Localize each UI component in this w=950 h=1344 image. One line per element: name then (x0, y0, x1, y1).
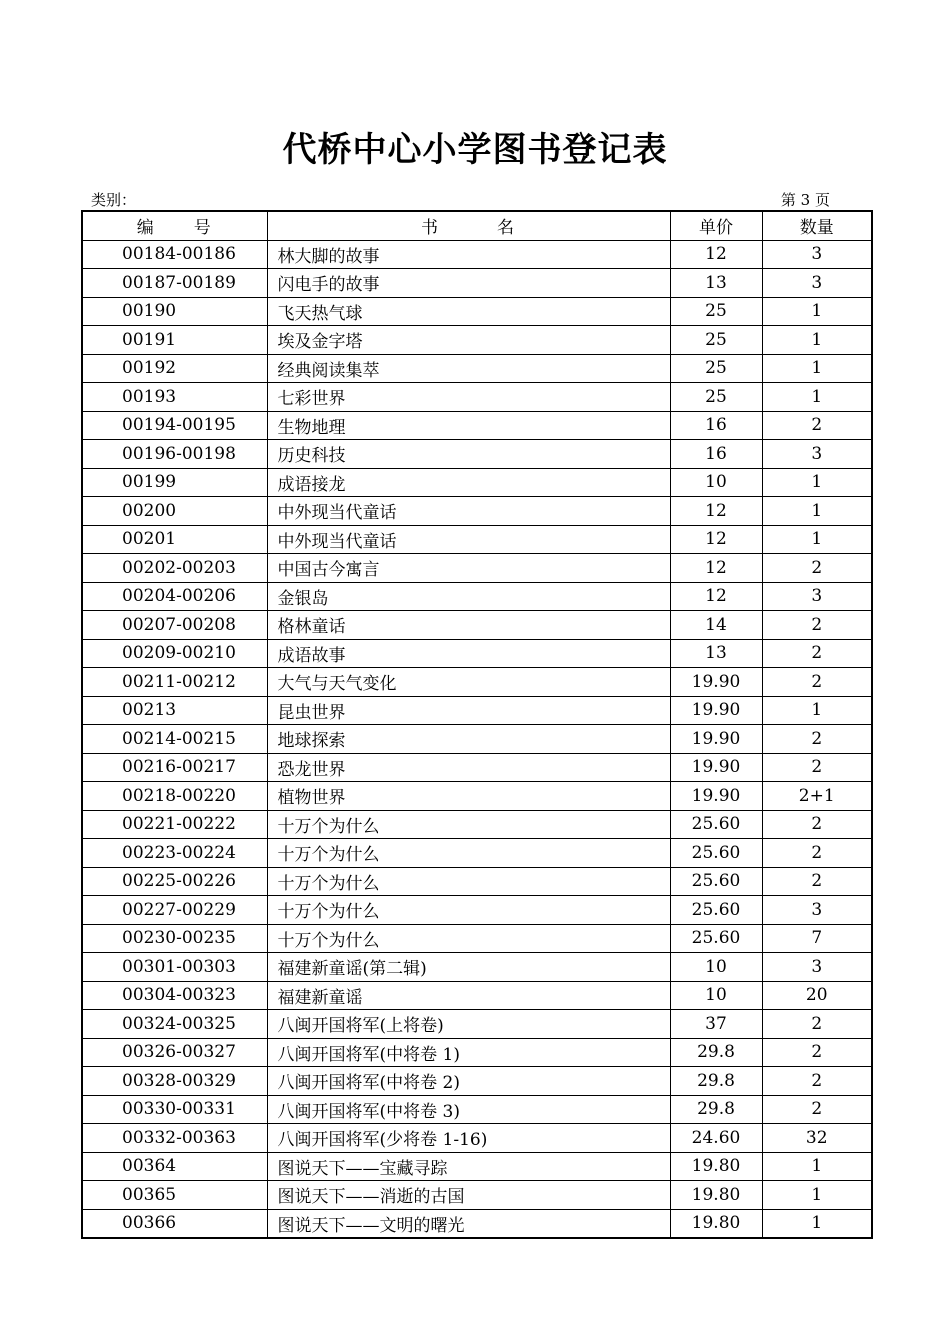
header-id: 编 号 (82, 211, 267, 240)
cell-quantity: 3 (762, 582, 872, 611)
book-register-table (81, 210, 873, 1239)
table-row (82, 696, 872, 725)
cell-quantity: 2 (762, 867, 872, 896)
table-body (82, 240, 872, 1238)
cell-book-id: 00204-00206 (82, 582, 267, 611)
cell-quantity: 2 (762, 1038, 872, 1067)
cell-book-id: 00213 (82, 696, 267, 725)
cell-book-id: 00216-00217 (82, 753, 267, 782)
cell-price: 13 (670, 639, 762, 668)
cell-quantity: 7 (762, 924, 872, 953)
table-row (82, 981, 872, 1010)
cell-price: 12 (670, 554, 762, 583)
header-quantity: 数量 (762, 211, 872, 240)
cell-quantity: 1 (762, 497, 872, 526)
cell-quantity: 1 (762, 525, 872, 554)
table-row (82, 1181, 872, 1210)
cell-book-id: 00223-00224 (82, 839, 267, 868)
cell-price: 19.80 (670, 1152, 762, 1181)
cell-book-title: 十万个为什么 (267, 810, 670, 839)
table-row (82, 269, 872, 298)
cell-price: 25 (670, 297, 762, 326)
cell-quantity: 2 (762, 1010, 872, 1039)
cell-book-id: 00230-00235 (82, 924, 267, 953)
cell-book-title: 福建新童谣 (267, 981, 670, 1010)
page-number: 第 3 页 (780, 191, 830, 209)
cell-book-id: 00326-00327 (82, 1038, 267, 1067)
cell-book-title: 闪电手的故事 (267, 269, 670, 298)
cell-book-title: 图说天下——宝藏寻踪 (267, 1152, 670, 1181)
table-row (82, 639, 872, 668)
cell-book-title: 恐龙世界 (267, 753, 670, 782)
cell-price: 25.60 (670, 896, 762, 925)
cell-book-title: 植物世界 (267, 782, 670, 811)
cell-book-title: 格林童话 (267, 611, 670, 640)
cell-price: 25 (670, 383, 762, 412)
table-row (82, 896, 872, 925)
cell-price: 19.90 (670, 668, 762, 697)
cell-book-id: 00328-00329 (82, 1067, 267, 1096)
cell-price: 29.8 (670, 1067, 762, 1096)
table-row (82, 525, 872, 554)
cell-quantity: 3 (762, 269, 872, 298)
table-row (82, 1095, 872, 1124)
cell-price: 19.90 (670, 725, 762, 754)
cell-quantity: 3 (762, 440, 872, 469)
table-row (82, 297, 872, 326)
table-row (82, 468, 872, 497)
cell-quantity: 1 (762, 1209, 872, 1238)
cell-quantity: 1 (762, 1181, 872, 1210)
cell-quantity: 2+1 (762, 782, 872, 811)
cell-price: 12 (670, 582, 762, 611)
category-label: 类别： (91, 191, 137, 209)
cell-book-title: 八闽开国将军(少将卷 1-16) (267, 1124, 670, 1153)
cell-book-id: 00221-00222 (82, 810, 267, 839)
table-row (82, 1152, 872, 1181)
cell-book-title: 十万个为什么 (267, 867, 670, 896)
cell-book-title: 图说天下——文明的曙光 (267, 1209, 670, 1238)
cell-price: 12 (670, 525, 762, 554)
cell-book-id: 00187-00189 (82, 269, 267, 298)
cell-book-title: 八闽开国将军(中将卷 3) (267, 1095, 670, 1124)
table-row (82, 611, 872, 640)
cell-book-id: 00191 (82, 326, 267, 355)
table-row (82, 1124, 872, 1153)
cell-price: 37 (670, 1010, 762, 1039)
table-row (82, 440, 872, 469)
cell-book-title: 八闽开国将军(中将卷 2) (267, 1067, 670, 1096)
cell-book-title: 十万个为什么 (267, 839, 670, 868)
table-row (82, 354, 872, 383)
cell-quantity: 2 (762, 611, 872, 640)
cell-quantity: 1 (762, 297, 872, 326)
cell-book-title: 历史科技 (267, 440, 670, 469)
cell-price: 25.60 (670, 924, 762, 953)
cell-book-id: 00225-00226 (82, 867, 267, 896)
table-row (82, 753, 872, 782)
cell-price: 12 (670, 240, 762, 269)
cell-quantity: 2 (762, 753, 872, 782)
cell-price: 19.80 (670, 1181, 762, 1210)
table-row (82, 668, 872, 697)
cell-price: 19.80 (670, 1209, 762, 1238)
cell-book-title: 十万个为什么 (267, 896, 670, 925)
cell-quantity: 1 (762, 1152, 872, 1181)
table-row (82, 497, 872, 526)
cell-book-id: 00201 (82, 525, 267, 554)
cell-book-id: 00211-00212 (82, 668, 267, 697)
table-row (82, 924, 872, 953)
cell-price: 25 (670, 326, 762, 355)
cell-book-title: 成语故事 (267, 639, 670, 668)
cell-book-id: 00366 (82, 1209, 267, 1238)
cell-book-title: 中外现当代童话 (267, 497, 670, 526)
table-row (82, 554, 872, 583)
cell-quantity: 2 (762, 668, 872, 697)
cell-price: 13 (670, 269, 762, 298)
cell-price: 25 (670, 354, 762, 383)
cell-price: 25.60 (670, 867, 762, 896)
cell-book-id: 00324-00325 (82, 1010, 267, 1039)
cell-book-title: 图说天下——消逝的古国 (267, 1181, 670, 1210)
table-row (82, 1067, 872, 1096)
table-row (82, 582, 872, 611)
cell-price: 14 (670, 611, 762, 640)
cell-price: 29.8 (670, 1095, 762, 1124)
table-row (82, 810, 872, 839)
cell-book-title: 福建新童谣(第二辑) (267, 953, 670, 982)
cell-quantity: 1 (762, 326, 872, 355)
cell-book-title: 八闽开国将军(中将卷 1) (267, 1038, 670, 1067)
cell-price: 10 (670, 953, 762, 982)
cell-book-title: 昆虫世界 (267, 696, 670, 725)
table-row (82, 1209, 872, 1238)
cell-book-id: 00207-00208 (82, 611, 267, 640)
table-header-row (82, 211, 872, 240)
cell-quantity: 2 (762, 639, 872, 668)
cell-quantity: 32 (762, 1124, 872, 1153)
cell-book-title: 经典阅读集萃 (267, 354, 670, 383)
header-price: 单价 (670, 211, 762, 240)
cell-book-id: 00214-00215 (82, 725, 267, 754)
table-row (82, 953, 872, 982)
cell-book-title: 埃及金字塔 (267, 326, 670, 355)
cell-quantity: 2 (762, 411, 872, 440)
cell-book-id: 00200 (82, 497, 267, 526)
cell-book-id: 00365 (82, 1181, 267, 1210)
cell-book-id: 00190 (82, 297, 267, 326)
table-row (82, 383, 872, 412)
cell-book-id: 00193 (82, 383, 267, 412)
cell-book-id: 00202-00203 (82, 554, 267, 583)
table-row (82, 1010, 872, 1039)
cell-price: 24.60 (670, 1124, 762, 1153)
table-row (82, 411, 872, 440)
cell-book-id: 00301-00303 (82, 953, 267, 982)
cell-price: 19.90 (670, 782, 762, 811)
cell-price: 16 (670, 440, 762, 469)
cell-price: 19.90 (670, 696, 762, 725)
cell-book-id: 00194-00195 (82, 411, 267, 440)
cell-quantity: 3 (762, 896, 872, 925)
cell-book-id: 00330-00331 (82, 1095, 267, 1124)
table-row (82, 240, 872, 269)
cell-price: 25.60 (670, 839, 762, 868)
cell-quantity: 2 (762, 839, 872, 868)
cell-quantity: 2 (762, 725, 872, 754)
table-row (82, 326, 872, 355)
cell-book-title: 飞天热气球 (267, 297, 670, 326)
table-row (82, 782, 872, 811)
cell-book-id: 00209-00210 (82, 639, 267, 668)
cell-book-id: 00199 (82, 468, 267, 497)
cell-book-title: 中国古今寓言 (267, 554, 670, 583)
cell-price: 16 (670, 411, 762, 440)
cell-book-title: 成语接龙 (267, 468, 670, 497)
cell-book-id: 00304-00323 (82, 981, 267, 1010)
cell-book-id: 00192 (82, 354, 267, 383)
cell-quantity: 3 (762, 240, 872, 269)
cell-book-id: 00364 (82, 1152, 267, 1181)
cell-book-title: 中外现当代童话 (267, 525, 670, 554)
table-row (82, 867, 872, 896)
cell-quantity: 2 (762, 1095, 872, 1124)
cell-book-id: 00227-00229 (82, 896, 267, 925)
cell-price: 12 (670, 497, 762, 526)
cell-quantity: 1 (762, 696, 872, 725)
cell-price: 19.90 (670, 753, 762, 782)
cell-book-title: 地球探索 (267, 725, 670, 754)
cell-book-title: 生物地理 (267, 411, 670, 440)
cell-price: 10 (670, 981, 762, 1010)
cell-quantity: 3 (762, 953, 872, 982)
cell-book-title: 林大脚的故事 (267, 240, 670, 269)
cell-quantity: 1 (762, 354, 872, 383)
cell-price: 29.8 (670, 1038, 762, 1067)
cell-quantity: 20 (762, 981, 872, 1010)
cell-price: 25.60 (670, 810, 762, 839)
cell-quantity: 1 (762, 383, 872, 412)
cell-book-id: 00332-00363 (82, 1124, 267, 1153)
cell-quantity: 2 (762, 554, 872, 583)
cell-quantity: 2 (762, 1067, 872, 1096)
cell-book-title: 七彩世界 (267, 383, 670, 412)
cell-book-id: 00196-00198 (82, 440, 267, 469)
page-title: 代桥中心小学图书登记表 (282, 130, 668, 170)
cell-price: 10 (670, 468, 762, 497)
cell-book-title: 八闽开国将军(上将卷) (267, 1010, 670, 1039)
table-row (82, 725, 872, 754)
header-title: 书 名 (267, 211, 670, 240)
cell-quantity: 2 (762, 810, 872, 839)
cell-book-title: 大气与天气变化 (267, 668, 670, 697)
cell-book-id: 00218-00220 (82, 782, 267, 811)
cell-book-title: 金银岛 (267, 582, 670, 611)
cell-quantity: 1 (762, 468, 872, 497)
cell-book-title: 十万个为什么 (267, 924, 670, 953)
cell-book-id: 00184-00186 (82, 240, 267, 269)
table-row (82, 1038, 872, 1067)
table-row (82, 839, 872, 868)
